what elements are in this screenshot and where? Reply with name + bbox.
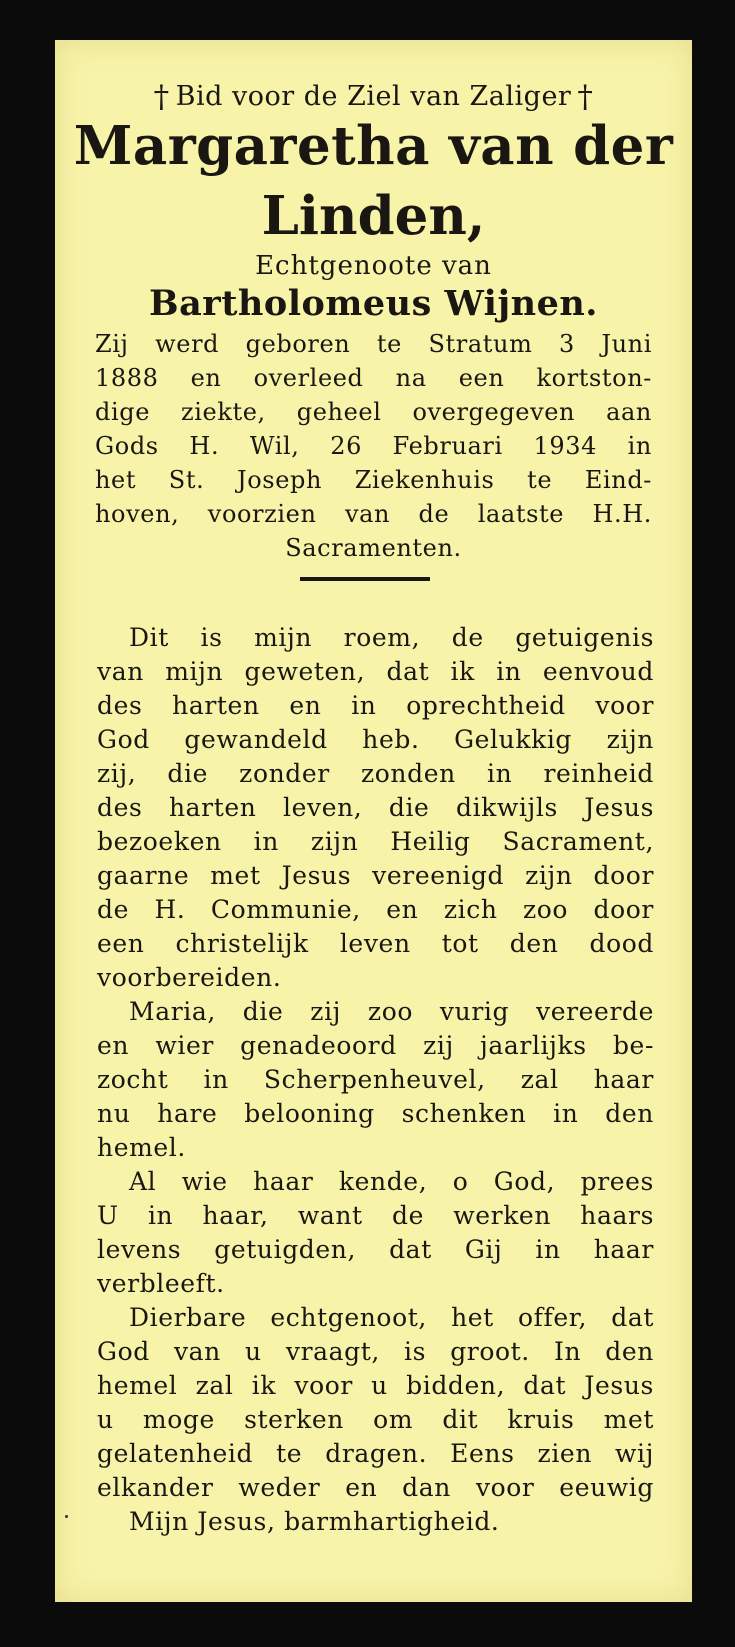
prayer-line: u moge sterken om dit kruis met — [97, 1405, 654, 1434]
prayer-line: des harten leven, die dikwijls Jesus — [97, 793, 654, 822]
bio-line: Zij werd geboren te Stratum 3 Juni — [95, 330, 652, 358]
prayer-line: voorbereiden. — [97, 963, 282, 992]
prayer-line: des harten en in oprechtheid voor — [97, 691, 654, 720]
prayer-line: bezoeken in zijn Heilig Sacrament, — [97, 827, 654, 856]
divider-rule — [300, 577, 430, 581]
prayer-line: verbleeft. — [97, 1269, 225, 1298]
prayer-heading — [55, 79, 692, 115]
heading-text: Bid voor de Ziel van Zaliger — [175, 81, 572, 112]
prayer-line: Maria, die zij zoo vurig vereerde — [129, 997, 654, 1026]
prayer-line: nu hare belooning schenken in den — [97, 1099, 654, 1128]
prayer-line: gelatenheid te dragen. Eens zien wij — [97, 1439, 654, 1468]
prayer-line: de H. Communie, en zich zoo door — [97, 895, 654, 924]
cross-icon: † — [577, 79, 594, 115]
bio-line: 1888 en overleed na een kortston- — [95, 364, 652, 392]
prayer-line: zocht in Scherpenheuvel, zal haar — [97, 1065, 654, 1094]
bio-line: dige ziekte, geheel overgegeven aan — [95, 398, 652, 426]
prayer-line: een christelijk leven tot den dood — [97, 929, 654, 958]
deceased-name-line1: Margaretha van der — [73, 115, 674, 177]
bio-line: hoven, voorzien van de laatste H.H. — [95, 500, 652, 528]
prayer-line: U in haar, want de werken haars — [97, 1201, 654, 1230]
prayer-line: God van u vraagt, is groot. In den — [97, 1337, 654, 1366]
prayer-line: Mijn Jesus, barmhartigheid. — [129, 1507, 500, 1536]
prayer-line: en wier genadeoord zij jaarlijks be- — [97, 1031, 654, 1060]
prayer-line: Dierbare echtgenoot, het offer, dat — [129, 1303, 654, 1332]
prayer-line: levens getuigden, dat Gij in haar — [97, 1235, 654, 1264]
speck-mark — [65, 1515, 68, 1518]
cross-icon: † — [153, 79, 170, 115]
spouse-label: Echtgenoote van — [255, 251, 492, 281]
prayer-line: Al wie haar kende, o God, prees — [129, 1167, 654, 1196]
bio-line: Gods H. Wil, 26 Februari 1934 in — [95, 432, 652, 460]
bio-line: Sacramenten. — [285, 534, 462, 562]
spouse-name: Bartholomeus Wijnen. — [149, 283, 598, 324]
prayer-line: elkander weder en dan voor eeuwig — [97, 1473, 654, 1502]
deceased-name-line2: Linden, — [261, 185, 486, 247]
bio-line: het St. Joseph Ziekenhuis te Eind- — [95, 466, 652, 494]
prayer-line: zij, die zonder zonden in reinheid — [97, 759, 654, 788]
prayer-line: God gewandeld heb. Gelukkig zijn — [97, 725, 654, 754]
prayer-line: hemel. — [97, 1133, 186, 1162]
memorial-card — [55, 40, 692, 1602]
prayer-line: Dit is mijn roem, de getuigenis — [129, 623, 654, 652]
prayer-line: gaarne met Jesus vereenigd zijn door — [97, 861, 654, 890]
prayer-line: hemel zal ik voor u bidden, dat Jesus — [97, 1371, 654, 1400]
prayer-line: van mijn geweten, dat ik in eenvoud — [97, 657, 654, 686]
